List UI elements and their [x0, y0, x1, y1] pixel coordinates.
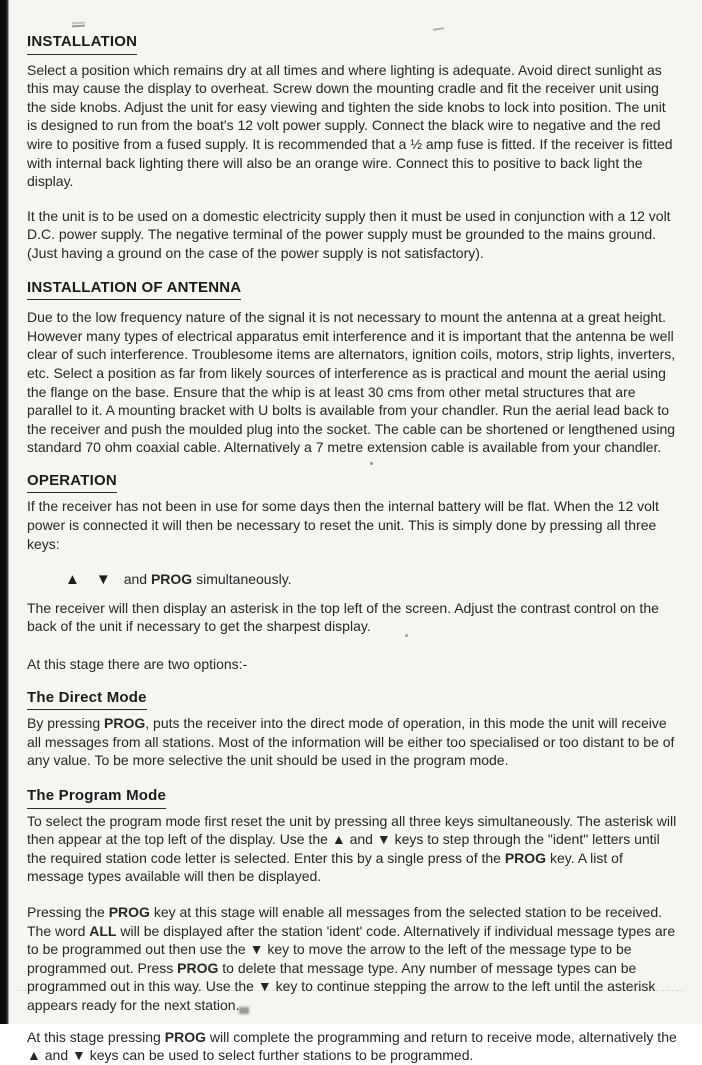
para-program-mode-2 — [27, 903, 679, 1015]
text-run: simultaneously. — [192, 571, 292, 588]
para-antenna-1: Due to the low frequency nature of the signal it is not necessary to mount the antenna at a great height. However many types of electrical apparatus emit interference and it is important that the antenna be well clear of such interference. Troublesome items are alternators, ignition coils, motors, strip lights, inverters, etc. Select a position as far from likely sources of interference as is practical and mount the aerial using the flange on the base. Ensure that the whip is at least 30 cms from other metal structures that are parallel to it. A mounting bracket with U bolts is available from your chandler. Run the aerial lead back to the receiver and push the moulded plug into the socket. The cable can be shortened or lengthened using standard 70 ohm coaxial cable. Alternatively a 7 metre extension cable is available from your chandler. — [27, 309, 676, 456]
heading-installation-text: INSTALLATION — [27, 33, 137, 55]
para-receiver-display: The receiver will then display an asterisk in the top left of the screen. Adjust the contrast control on the back of the unit if necessary to get the sharpest display. — [27, 599, 659, 635]
para-installation-2: It the unit is to be used on a domestic electricity supply then it must be used in conjunction with a 12 volt D.C. power supply. The negative terminal of the power supply must be grounded to the mains ground. (Just having a ground on the case of the power supply is not satisfactory). — [27, 207, 671, 261]
text-run: PROG — [504, 849, 547, 866]
text-run: key at this stage will enable all messages from the selected station to be received. The word — [27, 903, 662, 939]
para-installation-1: Select a position which remains dry at all times and where lighting is adequate. Avoid direct sunlight as this may cause the display to overheat. Screw down the mounting cradle and fit the receiver unit using the side knobs. Adjust the unit for easy viewing and tighten the side knobs to lock into position. The unit is designed to run from the boat's 12 volt power supply. Connect the black wire to negative and the red wire to positive from a fused supply. It is recommended that a ½ amp fuse is fitted. If the receiver is fitted with internal back lighting there will also be an orange wire. Connect this to positive to back light the display. — [27, 61, 673, 190]
heading-program-mode-text: The Program Mode — [27, 787, 166, 809]
keys-instruction-text — [124, 571, 292, 587]
heading-antenna — [27, 279, 679, 301]
keys-instruction-line — [27, 570, 679, 590]
heading-program-mode — [27, 787, 679, 809]
para-direct-mode-1 — [27, 714, 679, 770]
para-two-options: At this stage there are two options:- — [27, 656, 248, 673]
para-program-mode-3 — [27, 1028, 679, 1065]
text-run: PROG — [164, 1028, 206, 1045]
para-program-mode-1 — [27, 812, 679, 886]
heading-direct-mode-text: The Direct Mode — [27, 689, 147, 711]
text-run: key. A list of message types available will then be displayed. — [27, 849, 623, 885]
up-key-icon: ▲ — [65, 571, 80, 589]
heading-antenna-text: INSTALLATION OF ANTENNA — [27, 279, 241, 301]
down-key-icon: ▼ — [95, 571, 111, 589]
para-operation-1: If the receiver has not been in use for some days then the internal battery will be flat. When the 12 volt power is connected it will then be necessary to reset the unit. This is simply done by pressing all three keys: — [27, 498, 659, 552]
heading-operation — [27, 472, 679, 494]
text-run: and — [123, 571, 151, 588]
heading-operation-text: OPERATION — [27, 472, 117, 494]
text-run: To select the program mode first reset the unit by pressing all three keys simultaneously. The asterisk will then appear at the top left of the display. Use the ▲ and ▼ keys to step through the "ident" letters until the required station code letter is selected. Enter this by a single press of the — [27, 812, 677, 866]
heading-direct-mode — [27, 689, 679, 711]
text-run: By pressing — [27, 715, 105, 732]
text-run: will be displayed after the station 'ident' code. Alternatively if individual message types are to be programmed out then use the ▼ key to move the arrow to the left of the message type to be programmed out. Press — [27, 922, 676, 976]
scanner-edge-bar — [0, 0, 9, 1024]
text-run: Pressing the — [27, 903, 109, 920]
text-run: ALL — [89, 922, 117, 939]
text-run: PROG — [108, 903, 150, 920]
text-run: At this stage pressing — [27, 1028, 165, 1045]
text-run: PROG — [177, 959, 219, 976]
text-run: , puts the receiver into the direct mode of operation, in this mode the unit will receive all messages from all stations. Most of the information will be either too specialised or too distant to be of any value. To be more selective the unit should be used in the program mode. — [27, 715, 675, 769]
text-run: PROG — [104, 715, 146, 732]
text-run: to delete that message type. Any number of message types can be programmed out in this way. Use the ▼ key to continue stepping the arrow to the left until the asterisk appears ready for the next station. — [27, 959, 656, 1013]
page-content — [27, 0, 679, 1065]
text-run: will complete the programming and return to receive mode, alternatively the ▲ and ▼ keys can be used to select further stations to be programmed. — [27, 1028, 677, 1064]
heading-installation — [27, 33, 679, 55]
text-run: PROG — [150, 571, 193, 588]
